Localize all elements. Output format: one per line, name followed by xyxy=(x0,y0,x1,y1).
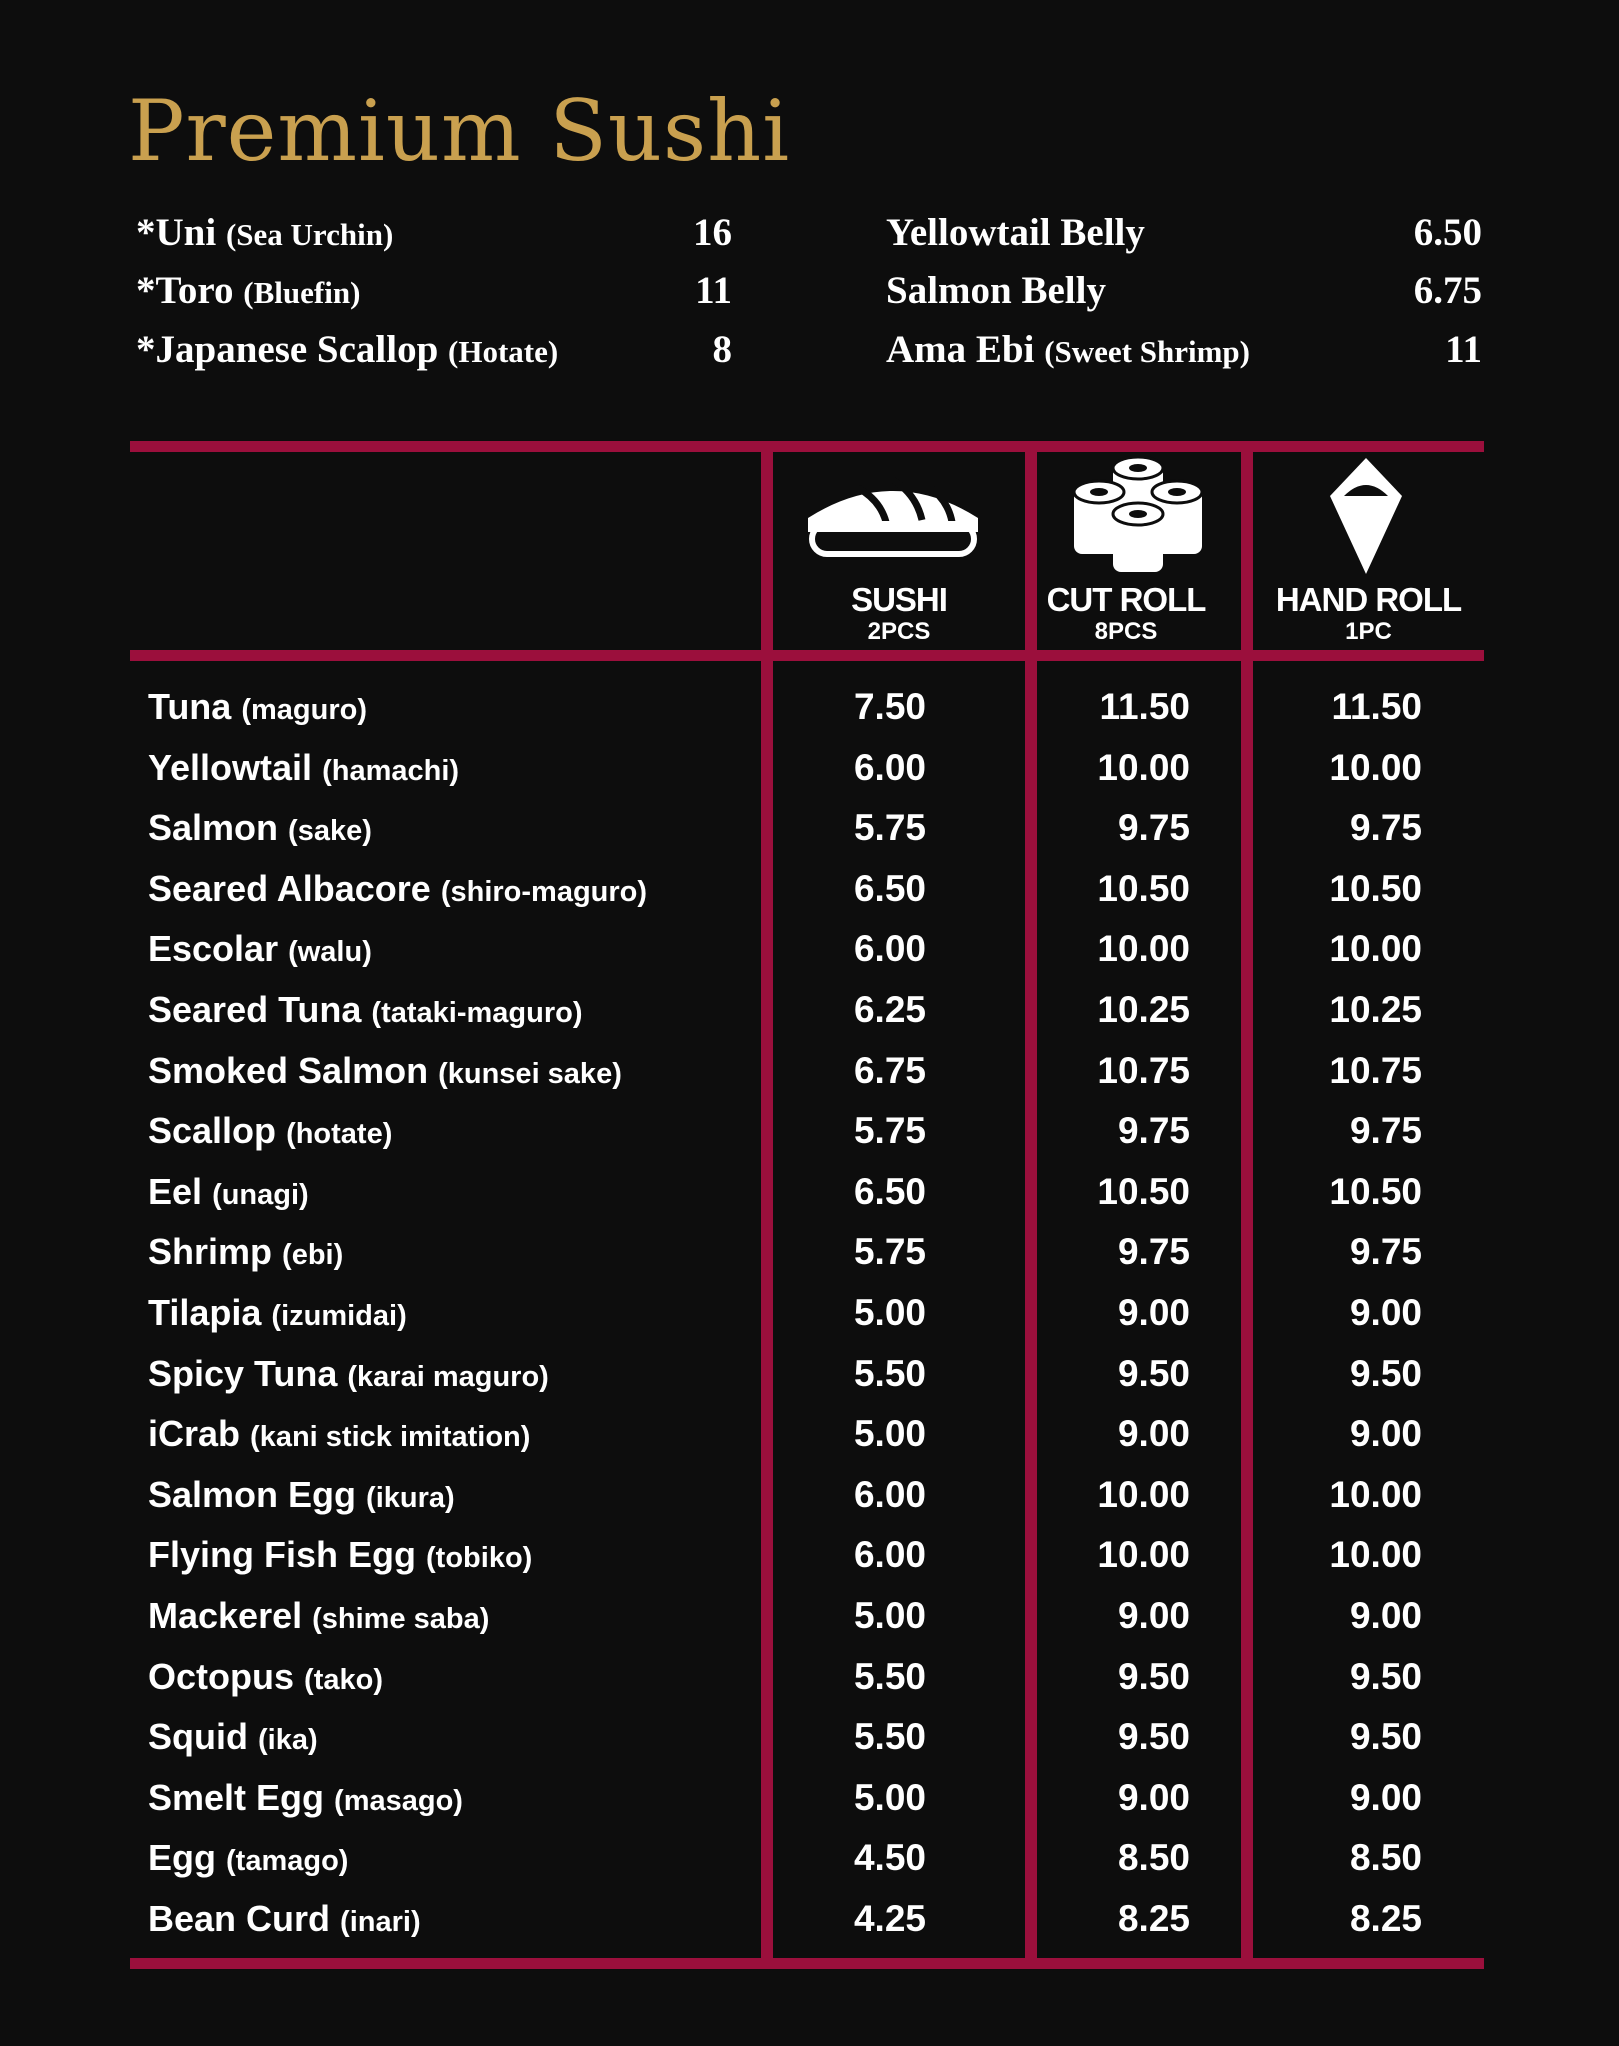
price-hand-roll: 9.00 xyxy=(1349,1776,1422,1818)
price-hand-roll: 9.50 xyxy=(1349,1716,1422,1758)
table-row xyxy=(0,989,1619,1049)
item-name: Yellowtail (hamachi) xyxy=(148,746,460,788)
price-cut-roll: 9.75 xyxy=(1117,1231,1190,1273)
item-name: Smelt Egg (masago) xyxy=(148,1776,463,1818)
item-name: iCrab (kani stick imitation) xyxy=(148,1413,531,1455)
price-cut-roll: 9.00 xyxy=(1117,1595,1190,1636)
table-row xyxy=(0,1534,1619,1594)
price-sushi: 5.75 xyxy=(853,807,926,849)
item-japanese-name: (sake) xyxy=(288,815,372,848)
item-japanese-name: (hamachi) xyxy=(322,754,460,787)
price-hand-roll: 8.25 xyxy=(1349,1898,1422,1939)
premium-item-price: 16 xyxy=(693,211,732,254)
price-sushi: 5.00 xyxy=(853,1413,926,1455)
table-row xyxy=(0,807,1619,867)
price-cut-roll: 10.25 xyxy=(1097,989,1190,1030)
item-japanese-name: (ika) xyxy=(258,1724,318,1757)
item-japanese-name: (maguro) xyxy=(241,694,368,726)
price-hand-roll: 9.75 xyxy=(1349,1110,1422,1152)
price-sushi: 5.00 xyxy=(853,1776,926,1818)
price-sushi: 6.75 xyxy=(853,1049,926,1091)
premium-item-name: Yellowtail Belly xyxy=(886,211,1145,254)
item-japanese-name: (tamago) xyxy=(226,1845,349,1878)
price-cut-roll: 8.50 xyxy=(1117,1837,1190,1879)
price-hand-roll: 9.50 xyxy=(1349,1352,1422,1394)
table-row xyxy=(0,868,1619,928)
item-japanese-name: (shime saba) xyxy=(312,1603,490,1635)
item-japanese-name: (tataki-maguro) xyxy=(371,997,583,1029)
item-japanese-name: (ikura) xyxy=(366,1481,455,1514)
column-header-cut-roll: CUT ROLL 8PCS xyxy=(1046,581,1206,645)
price-cut-roll: 10.00 xyxy=(1097,928,1190,970)
price-cut-roll: 10.00 xyxy=(1097,1473,1190,1515)
table-row xyxy=(0,1837,1619,1897)
table-row xyxy=(0,1413,1619,1473)
price-cut-roll: 9.00 xyxy=(1117,1776,1190,1818)
item-japanese-name: (karai maguro) xyxy=(347,1360,549,1393)
price-sushi: 6.00 xyxy=(853,1473,926,1515)
premium-item xyxy=(136,327,732,381)
item-japanese-name: (kunsei sake) xyxy=(438,1057,622,1090)
premium-item xyxy=(886,327,1482,381)
item-name: Tilapia (izumidai) xyxy=(148,1292,407,1333)
price-hand-roll: 10.50 xyxy=(1329,867,1422,909)
price-sushi: 6.00 xyxy=(853,746,926,788)
hand-roll-icon xyxy=(1328,456,1404,576)
table-row xyxy=(0,1716,1619,1776)
price-sushi: 6.00 xyxy=(853,1534,926,1576)
table-row xyxy=(0,1656,1619,1716)
column-header-sushi: SUSHI 2PCS xyxy=(851,581,947,645)
premium-item-name: Ama Ebi (Sweet Shrimp) xyxy=(886,328,1250,371)
price-hand-roll: 10.00 xyxy=(1329,928,1422,970)
price-sushi: 5.00 xyxy=(853,1292,926,1333)
item-name: Flying Fish Egg (tobiko) xyxy=(148,1534,533,1576)
item-japanese-name: (izumidai) xyxy=(271,1300,407,1332)
item-japanese-name: (hotate) xyxy=(286,1118,393,1151)
item-japanese-name: (shiro-maguro) xyxy=(440,875,648,908)
table-row xyxy=(0,1353,1619,1413)
price-hand-roll: 9.75 xyxy=(1349,1231,1422,1273)
nigiri-icon xyxy=(798,466,988,560)
item-name: Bean Curd (inari) xyxy=(148,1898,421,1939)
price-cut-roll: 10.50 xyxy=(1097,867,1190,909)
price-hand-roll: 10.00 xyxy=(1329,746,1422,788)
price-sushi: 5.00 xyxy=(853,1595,926,1636)
item-name: Eel (unagi) xyxy=(148,1170,309,1212)
price-sushi: 6.50 xyxy=(853,1170,926,1212)
table-bottom-rule xyxy=(130,1958,1484,1969)
premium-item xyxy=(136,210,732,264)
price-hand-roll: 10.50 xyxy=(1329,1170,1422,1212)
price-sushi: 7.50 xyxy=(853,686,926,727)
price-hand-roll: 10.00 xyxy=(1329,1534,1422,1576)
price-sushi: 5.50 xyxy=(853,1716,926,1758)
price-cut-roll: 8.25 xyxy=(1117,1898,1190,1939)
item-japanese-name: (ebi) xyxy=(282,1239,344,1272)
price-sushi: 5.50 xyxy=(853,1352,926,1394)
page-title: Premium Sushi xyxy=(128,82,791,180)
price-hand-roll: 10.25 xyxy=(1329,989,1422,1030)
item-japanese-name: (inari) xyxy=(340,1906,421,1938)
price-cut-roll: 9.75 xyxy=(1117,807,1190,849)
premium-item xyxy=(886,268,1482,322)
price-sushi: 4.50 xyxy=(853,1837,926,1879)
table-row xyxy=(0,928,1619,988)
premium-item-price: 8 xyxy=(712,328,732,371)
item-name: Tuna (maguro) xyxy=(148,686,368,727)
item-japanese-name: (tako) xyxy=(304,1663,383,1696)
item-name: Seared Tuna (tataki-maguro) xyxy=(148,989,583,1030)
item-name: Seared Albacore (shiro-maguro) xyxy=(148,867,648,909)
premium-item-name: *Uni (Sea Urchin) xyxy=(136,211,394,254)
price-cut-roll: 10.00 xyxy=(1097,746,1190,788)
price-cut-roll: 9.00 xyxy=(1117,1413,1190,1455)
table-row xyxy=(0,686,1619,746)
premium-item-price: 11 xyxy=(1445,328,1482,371)
item-japanese-name: (tobiko) xyxy=(426,1542,533,1575)
item-name: Escolar (walu) xyxy=(148,928,372,970)
table-row xyxy=(0,1898,1619,1958)
price-sushi: 4.25 xyxy=(853,1898,926,1939)
table-top-rule xyxy=(130,441,1484,452)
price-hand-roll: 8.50 xyxy=(1349,1837,1422,1879)
table-row xyxy=(0,1292,1619,1352)
item-name: Octopus (tako) xyxy=(148,1655,383,1697)
price-cut-roll: 11.50 xyxy=(1099,686,1190,727)
price-cut-roll: 9.50 xyxy=(1117,1716,1190,1758)
price-hand-roll: 9.00 xyxy=(1349,1413,1422,1455)
price-hand-roll: 11.50 xyxy=(1331,686,1422,727)
premium-item-price: 6.75 xyxy=(1413,269,1482,312)
column-header-hand-roll: HAND ROLL 1PC xyxy=(1275,581,1462,645)
item-japanese-name: (masago) xyxy=(334,1784,463,1817)
table-row xyxy=(0,747,1619,807)
price-cut-roll: 9.00 xyxy=(1117,1292,1190,1333)
price-sushi: 5.75 xyxy=(853,1231,926,1273)
item-name: Squid (ika) xyxy=(148,1716,318,1758)
table-header-rule xyxy=(130,650,1484,661)
price-sushi: 5.50 xyxy=(853,1655,926,1697)
item-name: Shrimp (ebi) xyxy=(148,1231,344,1273)
price-hand-roll: 9.00 xyxy=(1349,1595,1422,1636)
cut-roll-icon xyxy=(1072,456,1204,574)
premium-item-name: *Toro (Bluefin) xyxy=(136,269,361,312)
table-row xyxy=(0,1231,1619,1291)
price-sushi: 5.75 xyxy=(853,1110,926,1152)
item-name: Egg (tamago) xyxy=(148,1837,349,1879)
price-cut-roll: 9.50 xyxy=(1117,1655,1190,1697)
table-row xyxy=(0,1777,1619,1837)
premium-item xyxy=(886,210,1482,264)
premium-item-price: 11 xyxy=(695,269,732,312)
price-hand-roll: 9.00 xyxy=(1349,1292,1422,1333)
price-cut-roll: 10.00 xyxy=(1097,1534,1190,1576)
price-sushi: 6.00 xyxy=(853,928,926,970)
table-row xyxy=(0,1474,1619,1534)
item-japanese-name: (unagi) xyxy=(212,1178,309,1211)
price-sushi: 6.25 xyxy=(853,989,926,1030)
table-row xyxy=(0,1171,1619,1231)
price-hand-roll: 10.75 xyxy=(1329,1049,1422,1091)
item-japanese-name: (walu) xyxy=(288,936,372,969)
item-name: Salmon Egg (ikura) xyxy=(148,1473,455,1515)
item-japanese-name: (kani stick imitation) xyxy=(250,1421,531,1454)
item-name: Salmon (sake) xyxy=(148,807,372,849)
premium-item-name: Salmon Belly xyxy=(886,269,1106,312)
item-name: Spicy Tuna (karai maguro) xyxy=(148,1352,549,1394)
price-cut-roll: 10.50 xyxy=(1097,1170,1190,1212)
table-row xyxy=(0,1110,1619,1170)
premium-item-name: *Japanese Scallop (Hotate) xyxy=(136,328,559,371)
price-hand-roll: 9.50 xyxy=(1349,1655,1422,1697)
premium-item-price: 6.50 xyxy=(1413,211,1482,254)
item-name: Mackerel (shime saba) xyxy=(148,1595,490,1636)
price-cut-roll: 9.50 xyxy=(1117,1352,1190,1394)
table-row xyxy=(0,1050,1619,1110)
premium-item xyxy=(136,268,732,322)
price-hand-roll: 9.75 xyxy=(1349,807,1422,849)
item-name: Scallop (hotate) xyxy=(148,1110,393,1152)
price-sushi: 6.50 xyxy=(853,867,926,909)
price-hand-roll: 10.00 xyxy=(1329,1473,1422,1515)
table-row xyxy=(0,1595,1619,1655)
price-cut-roll: 10.75 xyxy=(1097,1049,1190,1091)
item-name: Smoked Salmon (kunsei sake) xyxy=(148,1049,622,1091)
price-cut-roll: 9.75 xyxy=(1117,1110,1190,1152)
